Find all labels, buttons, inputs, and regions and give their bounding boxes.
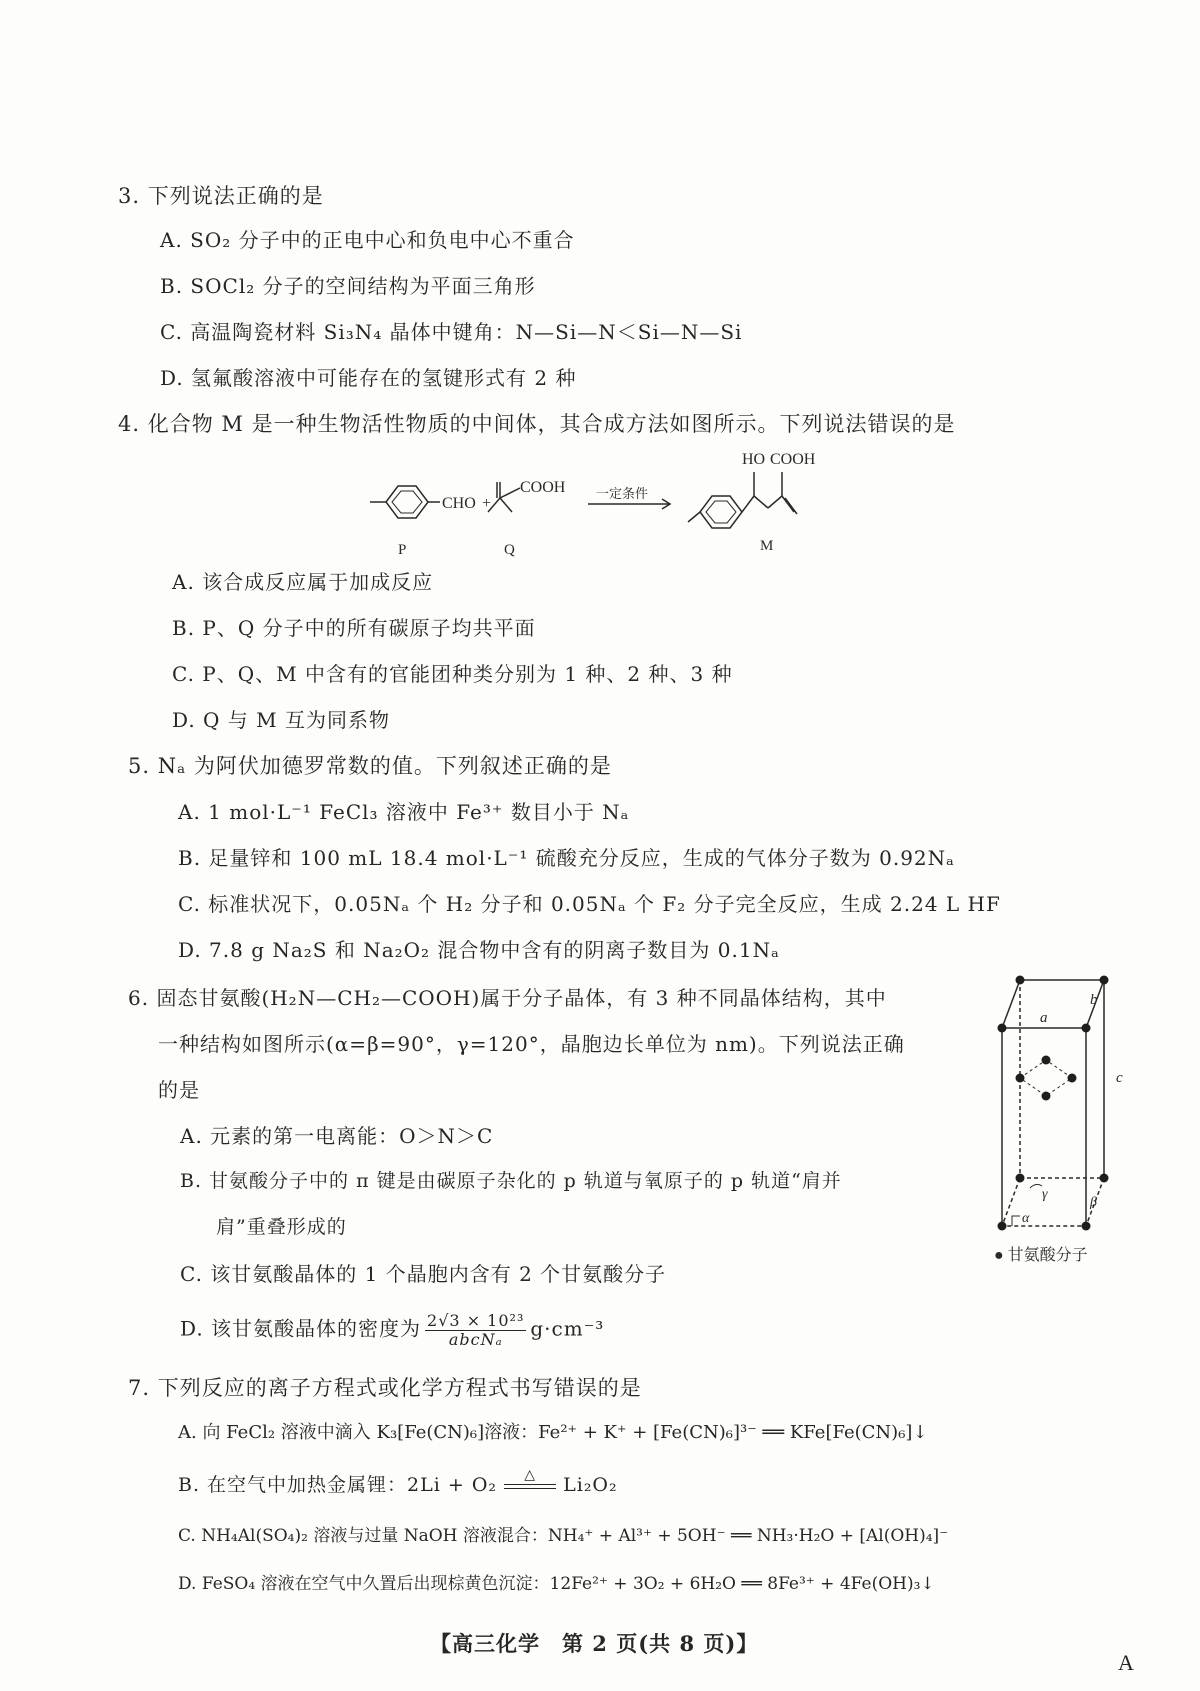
paper-version-mark: A: [1118, 1650, 1134, 1675]
q6-option-d: [180, 1312, 604, 1348]
angle-gamma-label: γ: [1042, 1187, 1048, 1202]
q5-option-b: B. 足量锌和 100 mL 18.4 mol·L⁻¹ 硫酸充分反应，生成的气体分子数为 0.92Nₐ: [178, 846, 955, 870]
heating-symbol: △: [524, 1467, 536, 1483]
q3-option-d: D. 氢氟酸溶液中可能存在的氢键形式有 2 种: [160, 366, 577, 390]
density-denominator: abcNₐ: [448, 1329, 503, 1349]
q3-option-b: B. SOCl₂ 分子的空间结构为平面三角形: [160, 274, 536, 298]
angle-beta-label: β: [1090, 1195, 1097, 1210]
q4-stem: 4. 化合物 M 是一种生物活性物质的中间体，其合成方法如图所示。下列说法错误的是: [118, 412, 956, 436]
density-fraction: [425, 1312, 526, 1348]
label-p: P: [398, 542, 407, 558]
q4-option-d: D. Q 与 M 互为同系物: [172, 708, 390, 732]
edge-c-label: c: [1116, 1070, 1123, 1086]
q7-option-a: A. 向 FeCl₂ 溶液中滴入 K₃[Fe(CN)₆]溶液：Fe²⁺ + K⁺ + [Fe(CN)₆]³⁻ ══ KFe[Fe(CN)₆]↓: [178, 1422, 928, 1443]
page-footer: 【高三化学 第 2 页(共 8 页)】: [430, 1631, 759, 1656]
q4-reaction-scheme: [370, 442, 890, 562]
reaction-condition: 一定条件: [596, 486, 649, 501]
q6-option-d-unit: g·cm⁻³: [530, 1316, 605, 1341]
q6-option-c: C. 该甘氨酸晶体的 1 个晶胞内含有 2 个甘氨酸分子: [180, 1262, 667, 1286]
edge-a-label: a: [1040, 1010, 1048, 1026]
q4-option-b: B. P、Q 分子中的所有碳原子均共平面: [172, 616, 536, 640]
edge-b-label: b: [1090, 992, 1098, 1008]
q5-option-c: C. 标准状况下，0.05Nₐ 个 H₂ 分子和 0.05Nₐ 个 F₂ 分子完全反应，生成 2.24 L HF: [178, 892, 1001, 916]
q6-option-d-prefix: D. 该甘氨酸晶体的密度为: [180, 1316, 422, 1341]
q7-stem: 7. 下列反应的离子方程式或化学方程式书写错误的是: [128, 1376, 642, 1400]
q7-option-b-prefix: B. 在空气中加热金属锂：2Li + O₂: [178, 1474, 498, 1496]
q3-option-a: A. SO₂ 分子中的正电中心和负电中心不重合: [160, 228, 575, 252]
q7-option-b-product: Li₂O₂: [563, 1474, 618, 1496]
m-cooh-label: COOH: [770, 451, 816, 468]
density-numerator: 2√3 × 10²³: [427, 1311, 525, 1330]
plus-sign: +: [482, 495, 492, 512]
q6-unit-cell-figure: [990, 970, 1160, 1270]
label-q: Q: [504, 542, 515, 558]
q3-stem: 3. 下列说法正确的是: [118, 184, 324, 208]
q4-option-a: A. 该合成反应属于加成反应: [172, 570, 434, 594]
m-ho-label: HO: [742, 451, 766, 468]
q6-option-b-line1: B. 甘氨酸分子中的 π 键是由碳原子杂化的 p 轨道与氧原子的 p 轨道“肩并: [180, 1170, 842, 1192]
q7-option-c: C. NH₄Al(SO₄)₂ 溶液与过量 NaOH 溶液混合：NH₄⁺ + Al³⁺ + 5OH⁻ ══ NH₃·H₂O + [Al(OH)₄]⁻: [178, 1526, 949, 1546]
q4-option-c: C. P、Q、M 中含有的官能团种类分别为 1 种、2 种、3 种: [172, 662, 733, 686]
label-m: M: [760, 538, 774, 554]
q7-option-b: [178, 1467, 618, 1496]
q7-option-d: D. FeSO₄ 溶液在空气中久置后出现棕黄色沉淀：12Fe²⁺ + 3O₂ + 6H₂O ══ 8Fe³⁺ + 4Fe(OH)₃↓: [178, 1574, 935, 1594]
q5-option-d: D. 7.8 g Na₂S 和 Na₂O₂ 混合物中含有的阴离子数目为 0.1Nₐ: [178, 938, 780, 962]
angle-alpha-label: α: [1022, 1211, 1030, 1226]
q6-stem-line1: 6. 固态甘氨酸(H₂N—CH₂—COOH)属于分子晶体，有 3 种不同晶体结构，其中: [128, 986, 887, 1010]
heating-arrow: [504, 1467, 556, 1495]
q6-option-b-line2: 肩”重叠形成的: [216, 1216, 347, 1238]
q-cooh-label: COOH: [520, 479, 566, 496]
q6-stem-line2: 一种结构如图所示(α=β=90°，γ=120°，晶胞边长单位为 nm)。下列说法正确: [158, 1032, 905, 1056]
q5-stem: 5. Nₐ 为阿伏加德罗常数的值。下列叙述正确的是: [128, 754, 612, 778]
equals-bar: [504, 1484, 556, 1489]
p-cho-label: CHO: [442, 495, 476, 512]
q6-option-a: A. 元素的第一电离能：O＞N＞C: [180, 1124, 494, 1148]
q3-option-c: C. 高温陶瓷材料 Si₃N₄ 晶体中键角：N—Si—N＜Si—N—Si: [160, 320, 743, 344]
q5-option-a: A. 1 mol·L⁻¹ FeCl₃ 溶液中 Fe³⁺ 数目小于 Nₐ: [178, 800, 630, 824]
q6-stem-line3: 的是: [158, 1078, 200, 1102]
molecule-legend: ● 甘氨酸分子: [994, 1247, 1088, 1264]
